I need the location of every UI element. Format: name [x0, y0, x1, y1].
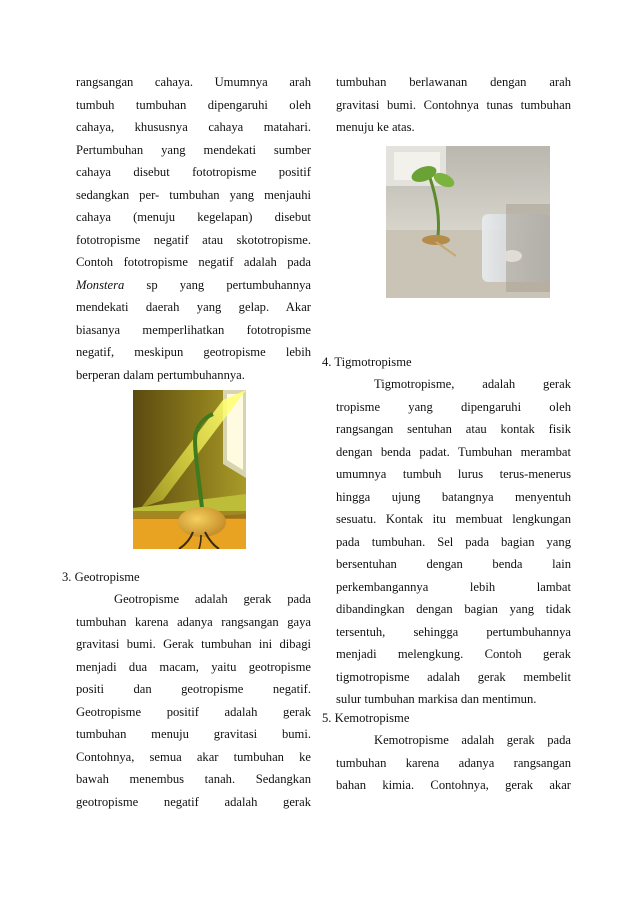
section-heading-thigmotropism: 4. Tigmotropisme: [322, 355, 412, 369]
text-line: bahan kimia. Contohnya, gerak akar: [336, 778, 571, 792]
text-line: tumbuh tumbuhan dipengaruhi oleh: [76, 97, 311, 112]
text-line: geotropisme negatif adalah gerak: [76, 794, 311, 809]
text-line: rangsangan sentuhan atau kontak fisik: [336, 422, 571, 436]
left-paragraph-phototropism: [76, 71, 311, 386]
text-line: tumbuhan karena adanya rangsangan gaya: [76, 614, 311, 629]
text-line: tumbuhan karena adanya rangsangan: [336, 755, 571, 770]
text-line: sesuatu. Kontak itu membuat lengkungan: [336, 512, 571, 526]
text-line: dengan benda padat. Tumbuhan merambat: [336, 444, 571, 459]
text-line: Contoh fototropisme negatif adalah pada: [76, 255, 311, 269]
text-line: tumbuhan berlawanan dengan arah: [336, 75, 571, 89]
text-line: cahaya disebut fototropisme positif: [76, 165, 311, 179]
text-line: Geotropisme adalah gerak pada: [114, 592, 311, 606]
text-line: tropisme yang dipengaruhi oleh: [336, 399, 571, 414]
text-line: sedangkan per- tumbuhan yang menjauhi: [76, 187, 311, 202]
right-paragraph-negative-geotropism: [336, 71, 571, 139]
text-line: gravitasi bumi. Contohnya tunas tumbuhan: [336, 97, 571, 112]
text-line: dibandingkan dengan bagian yang tidak: [336, 602, 571, 616]
text-line: pada tumbuhan. Sel pada bagian yang: [336, 534, 571, 549]
text-line: berperan dalam pertumbuhannya.: [76, 367, 245, 382]
text-line-rest: sp yang pertumbuhannya: [146, 277, 311, 292]
text-line: perkembangannya lebih lambat: [336, 579, 571, 594]
right-paragraph-thigmotropism: [336, 373, 571, 711]
text-line: Contohnya, semua akar tumbuhan ke: [76, 749, 311, 764]
text-line: Pertumbuhan yang mendekati sumber: [76, 142, 311, 157]
left-paragraph-geotropism: [76, 588, 311, 813]
text-line: menjadi melengkung. Contoh gerak: [336, 647, 571, 661]
text-line: mendekati daerah yang gelap. Akar: [76, 300, 311, 314]
text-line: Tigmotropisme, adalah gerak: [374, 377, 571, 391]
text-line: tigmotropisme adalah gerak membelit: [336, 669, 571, 684]
sprout-drawing: [386, 146, 550, 298]
text-line: cahaya, khususnya cahaya matahari.: [76, 120, 311, 134]
species-name: Monstera: [76, 277, 125, 292]
text-line: gravitasi bumi. Gerak tumbuhan ini dibagi: [76, 637, 311, 651]
text-line: [76, 274, 311, 297]
text-line: positi dan geotropisme negatif.: [76, 682, 311, 696]
text-line: menjadi dua macam, yaitu geotropisme: [76, 659, 311, 674]
text-line: Geotropisme positif adalah gerak: [76, 704, 311, 719]
text-line: biasanya memperlihatkan fototropisme: [76, 322, 311, 337]
text-line: hingga ujung batangnya menyentuh: [336, 489, 571, 504]
text-line: bersentuhan dengan benda lain: [336, 557, 571, 571]
text-line: sulur tumbuhan markisa dan mentimun.: [336, 692, 537, 706]
text-line: bawah menembus tanah. Sedangkan: [76, 772, 311, 786]
text-line: rangsangan cahaya. Umumnya arah: [76, 75, 311, 89]
right-paragraph-chemotropism: [336, 729, 571, 797]
sprout-photo: [386, 146, 550, 298]
text-line: Kemotropisme adalah gerak pada: [374, 733, 571, 747]
phototropism-illustration: [133, 390, 246, 549]
text-line: fototropisme negatif atau skototropisme.: [76, 232, 311, 247]
section-heading-geotropism: 3. Geotropisme: [62, 570, 140, 584]
section-heading-chemotropism: 5. Kemotropisme: [322, 711, 410, 725]
phototropism-drawing: [133, 390, 246, 549]
text-line: tersentuh, sehingga pertumbuhannya: [336, 624, 571, 639]
text-line: tumbuhan menuju gravitasi bumi.: [76, 727, 311, 741]
text-line: menuju ke atas.: [336, 120, 415, 134]
text-line: negatif, meskipun geotropisme lebih: [76, 345, 311, 359]
text-line: cahaya (menuju kegelapan) disebut: [76, 210, 311, 224]
text-line: umumnya tumbuh lurus terus-menerus: [336, 467, 571, 481]
